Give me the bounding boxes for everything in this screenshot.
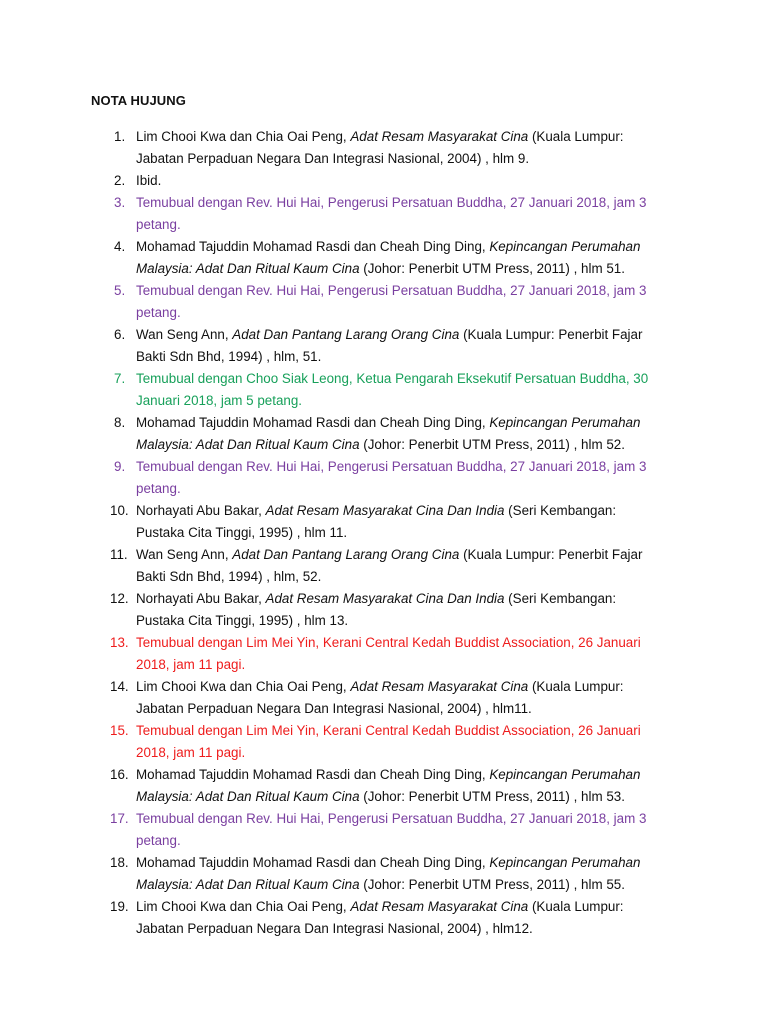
endnote-item: [0, 632, 656, 676]
endnote-item: [0, 764, 656, 808]
endnote-text: Mohamad Tajuddin Mohamad Rasdi dan Cheah Ding Ding,: [136, 855, 490, 870]
endnote-citation: (Seri Kembangan: Pustaka Cita Tinggi, 1995) , hlm 13.: [136, 591, 617, 628]
endnote-text: Temubual dengan Rev. Hui Hai, Pengerusi Persatuan Buddha, 27 Januari 2018, jam 3 petang.: [136, 811, 647, 848]
endnote-number: 9.: [114, 459, 126, 474]
endnote-item: [0, 456, 656, 500]
endnote-text: Lim Chooi Kwa dan Chia Oai Peng,: [136, 899, 351, 914]
endnote-citation: (Johor: Penerbit UTM Press, 2011) , hlm 55.: [359, 877, 625, 892]
endnote-citation: (Johor: Penerbit UTM Press, 2011) , hlm 51.: [359, 261, 625, 276]
endnote-item: [0, 170, 656, 192]
endnote-citation: (Seri Kembangan: Pustaka Cita Tinggi, 1995) , hlm 11.: [136, 503, 617, 540]
endnote-item: [0, 676, 656, 720]
endnote-title: Adat Dan Pantang Larang Orang Cina: [232, 327, 460, 342]
endnote-citation: (Kuala Lumpur: Penerbit Fajar Bakti Sdn Bhd, 1994) , hlm, 52.: [136, 547, 643, 584]
endnote-text: Wan Seng Ann,: [136, 327, 233, 342]
endnote-number: 3.: [114, 195, 126, 210]
endnote-number: 17.: [110, 811, 129, 826]
endnote-title: Adat Resam Masyarakat Cina Dan India: [265, 591, 505, 606]
endnote-number: 19.: [110, 899, 129, 914]
endnote-item: [0, 126, 656, 170]
endnote-number: 12.: [110, 591, 129, 606]
endnote-text: Temubual dengan Lim Mei Yin, Kerani Central Kedah Buddist Association, 26 Januari 2018, jam 11 pagi.: [136, 635, 641, 672]
endnote-title: Adat Dan Pantang Larang Orang Cina: [232, 547, 460, 562]
endnote-number: 5.: [114, 283, 126, 298]
endnote-text: Lim Chooi Kwa dan Chia Oai Peng,: [136, 679, 351, 694]
endnote-text: Temubual dengan Rev. Hui Hai, Pengerusi Persatuan Buddha, 27 Januari 2018, jam 3 petang.: [136, 459, 647, 496]
endnote-text: Norhayati Abu Bakar,: [136, 503, 266, 518]
endnote-number: 13.: [110, 635, 129, 650]
endnote-text: Mohamad Tajuddin Mohamad Rasdi dan Cheah Ding Ding,: [136, 767, 490, 782]
endnote-title: Kepincangan Perumahan Malaysia: Adat Dan Ritual Kaum Cina: [136, 855, 641, 892]
endnote-item: [0, 280, 656, 324]
endnote-number: 7.: [114, 371, 126, 386]
endnote-title: Kepincangan Perumahan Malaysia: Adat Dan Ritual Kaum Cina: [136, 239, 641, 276]
endnote-text: Norhayati Abu Bakar,: [136, 591, 266, 606]
endnote-number: 15.: [110, 723, 129, 738]
endnote-item: [0, 720, 656, 764]
endnote-title: Adat Resam Masyarakat Cina: [350, 129, 529, 144]
endnote-number: 10.: [110, 503, 129, 518]
endnote-item: [0, 588, 656, 632]
endnote-citation: (Kuala Lumpur: Jabatan Perpaduan Negara Dan Integrasi Nasional, 2004) , hlm11.: [136, 679, 624, 716]
endnote-number: 2.: [114, 173, 126, 188]
endnote-text: Ibid.: [136, 173, 162, 188]
endnote-text: Mohamad Tajuddin Mohamad Rasdi dan Cheah Ding Ding,: [136, 239, 490, 254]
endnote-number: 18.: [110, 855, 129, 870]
endnote-number: 1.: [114, 129, 126, 144]
endnote-item: [0, 324, 656, 368]
endnote-text: Lim Chooi Kwa dan Chia Oai Peng,: [136, 129, 351, 144]
endnote-text: Temubual dengan Choo Siak Leong, Ketua Pengarah Eksekutif Persatuan Buddha, 30 Januari 2018, jam 5 petang.: [136, 371, 649, 408]
endnote-text: Temubual dengan Lim Mei Yin, Kerani Central Kedah Buddist Association, 26 Januari 2018, jam 11 pagi.: [136, 723, 641, 760]
endnote-number: 16.: [110, 767, 129, 782]
endnote-item: [0, 544, 656, 588]
endnote-citation: (Johor: Penerbit UTM Press, 2011) , hlm 53.: [359, 789, 625, 804]
endnote-item: [0, 412, 656, 456]
endnote-text: Temubual dengan Rev. Hui Hai, Pengerusi Persatuan Buddha, 27 Januari 2018, jam 3 petang.: [136, 195, 647, 232]
endnote-number: 11.: [110, 547, 128, 562]
endnote-number: 6.: [114, 327, 126, 342]
endnote-item: [0, 368, 656, 412]
endnote-citation: (Kuala Lumpur: Jabatan Perpaduan Negara Dan Integrasi Nasional, 2004) , hlm12.: [136, 899, 624, 936]
endnote-item: [0, 236, 656, 280]
endnotes-list: [0, 126, 768, 940]
endnote-number: 14.: [110, 679, 129, 694]
endnote-text: Temubual dengan Rev. Hui Hai, Pengerusi Persatuan Buddha, 27 Januari 2018, jam 3 petang.: [136, 283, 647, 320]
page-title: NOTA HUJUNG: [91, 93, 186, 108]
endnote-item: [0, 896, 656, 940]
endnote-number: 4.: [114, 239, 126, 254]
endnote-item: [0, 808, 656, 852]
endnote-title: Kepincangan Perumahan Malaysia: Adat Dan Ritual Kaum Cina: [136, 767, 641, 804]
endnote-title: Adat Resam Masyarakat Cina: [350, 679, 529, 694]
endnote-item: [0, 852, 656, 896]
endnote-title: Kepincangan Perumahan Malaysia: Adat Dan Ritual Kaum Cina: [136, 415, 641, 452]
endnote-title: Adat Resam Masyarakat Cina: [350, 899, 529, 914]
endnote-citation: (Johor: Penerbit UTM Press, 2011) , hlm 52.: [359, 437, 625, 452]
endnote-text: Wan Seng Ann,: [136, 547, 233, 562]
endnote-title: Adat Resam Masyarakat Cina Dan India: [265, 503, 505, 518]
endnote-citation: (Kuala Lumpur: Penerbit Fajar Bakti Sdn Bhd, 1994) , hlm, 51.: [136, 327, 643, 364]
endnote-number: 8.: [114, 415, 126, 430]
endnote-item: [0, 192, 656, 236]
endnote-item: [0, 500, 656, 544]
endnote-citation: (Kuala Lumpur: Jabatan Perpaduan Negara Dan Integrasi Nasional, 2004) , hlm 9.: [136, 129, 624, 166]
endnote-text: Mohamad Tajuddin Mohamad Rasdi dan Cheah Ding Ding,: [136, 415, 490, 430]
